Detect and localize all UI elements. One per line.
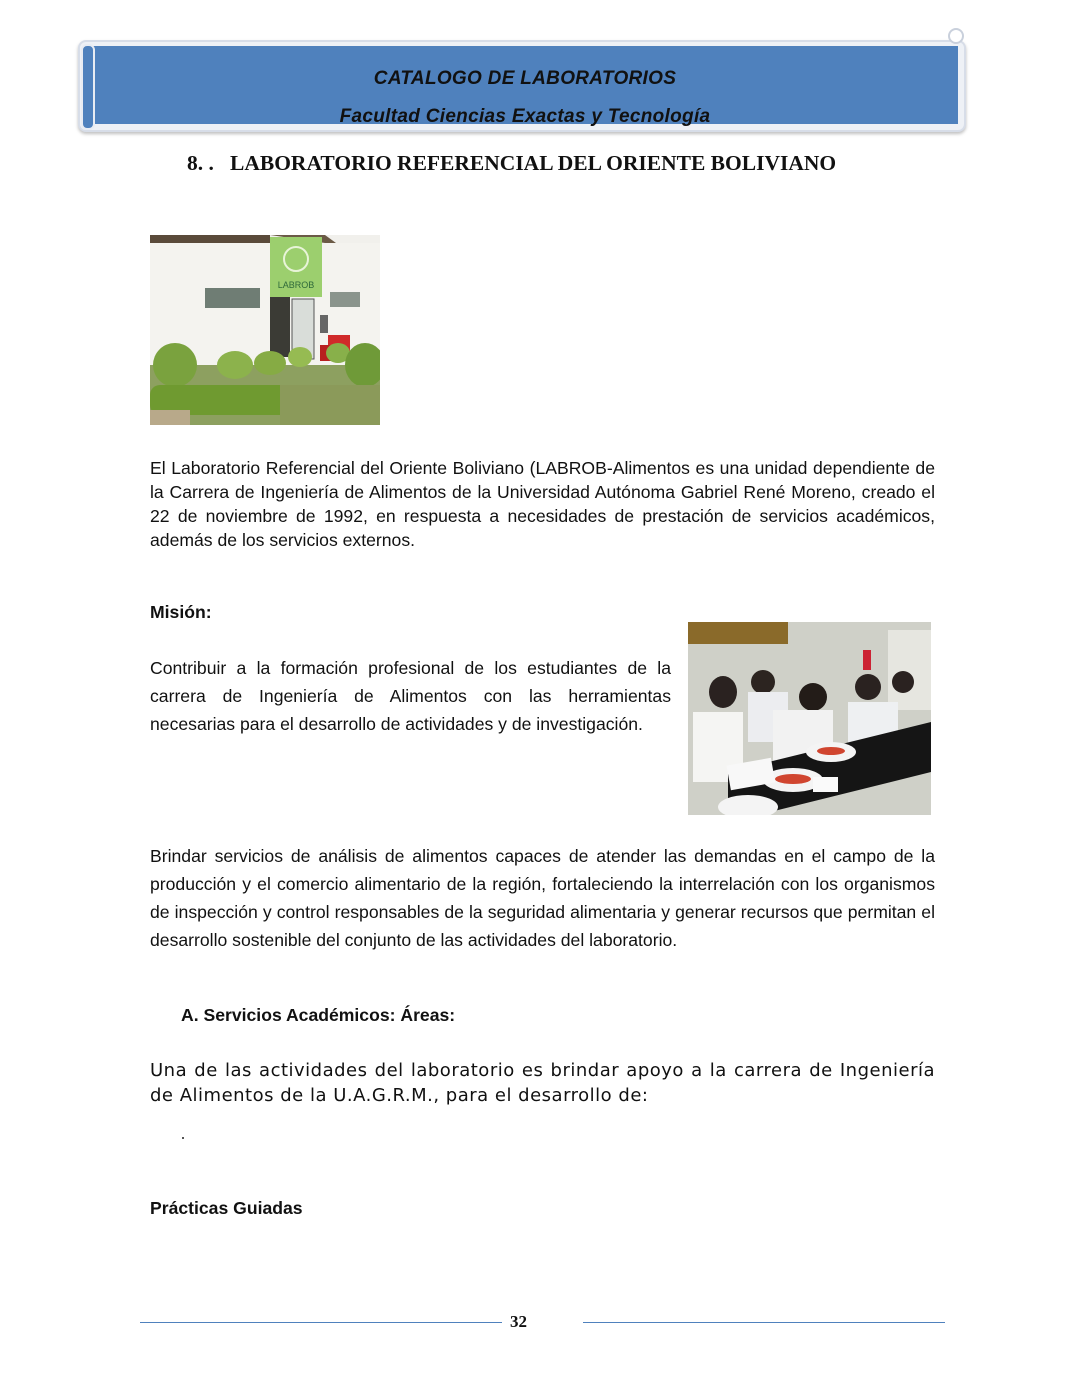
faculty-subtitle: Facultad Ciencias Exactas y Tecnología — [339, 106, 711, 127]
mision-paragraph: Contribuir a la formación profesional de los estudiantes de la carrera de Ingeniería de Alimentos con las herramientas necesarias para el desarrollo de actividades y de investigación. — [150, 658, 671, 734]
intro-paragraph: El Laboratorio Referencial del Oriente Boliviano (LABROB-Alimentos es una unidad dependiente de la Carrera de Ingeniería de Alimentos de la Universidad Autónoma Gabriel René Moreno, creado el 22 de noviembre de 1992, en respuesta a necesidades de prestación de servicios académicos, además de los servicios externos. — [150, 458, 935, 550]
scroll-roll-left — [81, 44, 95, 130]
academic-services-paragraph: Una de las actividades del laboratorio es brindar apoyo a la carrera de Ingeniería de Alimentos de la U.A.G.R.M., para el desarrollo de: — [150, 1060, 935, 1106]
students-lab-photo — [688, 622, 931, 815]
catalog-title: CATALOGO DE LABORATORIOS — [373, 68, 677, 89]
mision-label: Misión: — [150, 602, 212, 622]
services-paragraph: Brindar servicios de análisis de alimentos capaces de atender las demandas en el campo de la producción y el comercio alimentario de la región, fortaleciendo la interrelación con los organismos de inspección y control responsables de la seguridad alimentaria y generar recursos que permitan el desarrollo sostenible del conjunto de las actividades del laboratorio. — [150, 846, 935, 950]
banner-fill — [92, 46, 958, 127]
labrob-sign: LABROB — [277, 280, 315, 290]
scroll-curl-right — [948, 28, 964, 44]
building-photo-illustration — [150, 235, 380, 425]
section-heading: 8. . LABORATORIO REFERENCIAL DEL ORIENTE BOLIVIANO — [187, 151, 837, 175]
list-dot — [182, 1137, 184, 1139]
header-banner — [78, 28, 968, 132]
building-photo — [150, 235, 380, 425]
lab-photo-illustration — [688, 622, 931, 815]
footer-rule-right — [583, 1322, 945, 1323]
academic-services-heading: A. Servicios Académicos: Áreas: — [181, 1005, 456, 1025]
footer-rule-left — [140, 1322, 502, 1323]
practicas-guiadas-label: Prácticas Guiadas — [150, 1198, 303, 1218]
page-number: 32 — [510, 1312, 527, 1331]
